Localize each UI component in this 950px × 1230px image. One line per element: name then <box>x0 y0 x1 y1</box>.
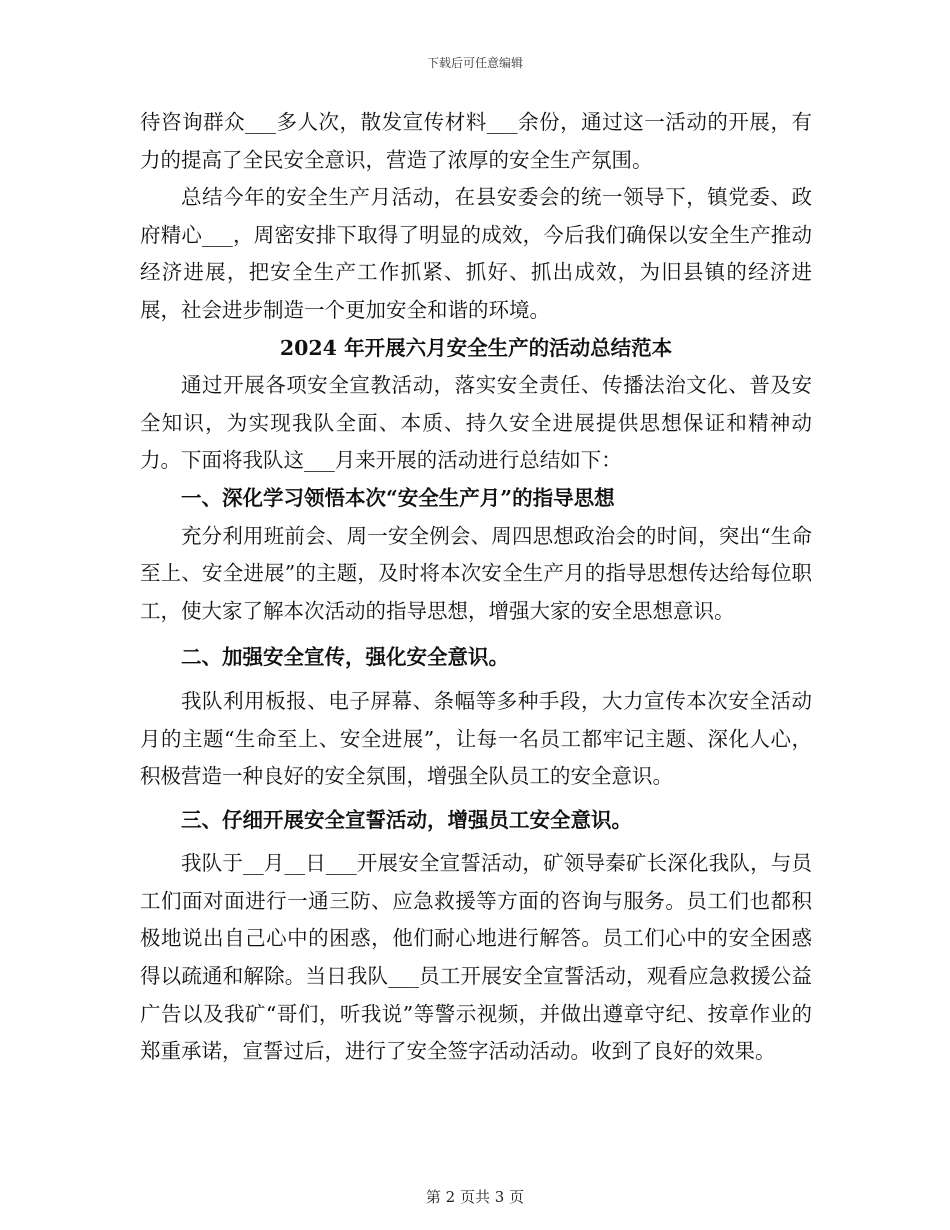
section-1-heading: 一、深化学习领悟本次“安全生产月”的指导思想 <box>181 485 615 510</box>
section-2-body: 我队利用板报、电子屏幕、条幅等多种手段，大力宣传本次安全活动月的主题“生命至上、安全进展”，让每一名员工都牢记主题、深化人心，积极营造一种良好的安全氛围，增强全队员工的安全意识。 <box>140 688 812 789</box>
page-number: 第 2 页共 3 页 <box>425 1188 525 1206</box>
section-1-body: 充分利用班前会、周一安全例会、周四思想政治会的时间，突出“生命至上、安全进展”的主题，及时将本次安全生产月的指导思想传达给每位职工，使大家了解本次活动的指导思想，增强大家的安全思想意识。 <box>140 523 812 623</box>
summary-paragraph: 通过开展各项安全宣教活动，落实安全责任、传播法治文化、普及安全知识，为实现我队全面、本质、持久安全进展提供思想保证和精神动力。下面将我队这___月来开展的活动进行总结如下： <box>140 373 812 473</box>
section-2-heading: 二、加强安全宣传，强化安全意识。 <box>181 645 509 670</box>
document-title: 2024 年开展六月安全生产的活动总结范本 <box>279 335 673 360</box>
page-header: 下载后可任意编辑 <box>426 56 523 70</box>
section-3-heading: 三、仔细开展安全宣誓活动，增强员工安全意识。 <box>181 807 632 832</box>
intro-paragraph-summary: 总结今年的安全生产月活动，在县安委会的统一领导下，镇党委、政府精心___，周密安排下取得了明显的成效，今后我们确保以安全生产推动经济进展，把安全生产工作抓紧、抓好、抓出成效，为旧县镇的经济进展，社会进步制造一个更加安全和谐的环境。 <box>140 185 812 322</box>
intro-paragraph-continued: 待咨询群众___多人次，散发宣传材料___余份，通过这一活动的开展，有力的提高了全民安全意识，营造了浓厚的安全生产氛围。 <box>140 110 812 172</box>
document-body <box>140 104 812 1071</box>
section-3-body: 我队于__月__日___开展安全宣誓活动，矿领导秦矿长深化我队，与员工们面对面进行一通三防、应急救援等方面的咨询与服务。员工们也都积极地说出自己心中的困惑，他们耐心地进行解答。员工们心中的安全困惑得以疏通和解除。当日我队___员工开展安全宣誓活动，观看应急救援公益广告以及我矿“哥们，听我说”等警示视频，并做出遵章守纪、按章作业的郑重承诺，宣誓过后，进行了安全签字活动活动。收到了良好的效果。 <box>140 851 812 1064</box>
